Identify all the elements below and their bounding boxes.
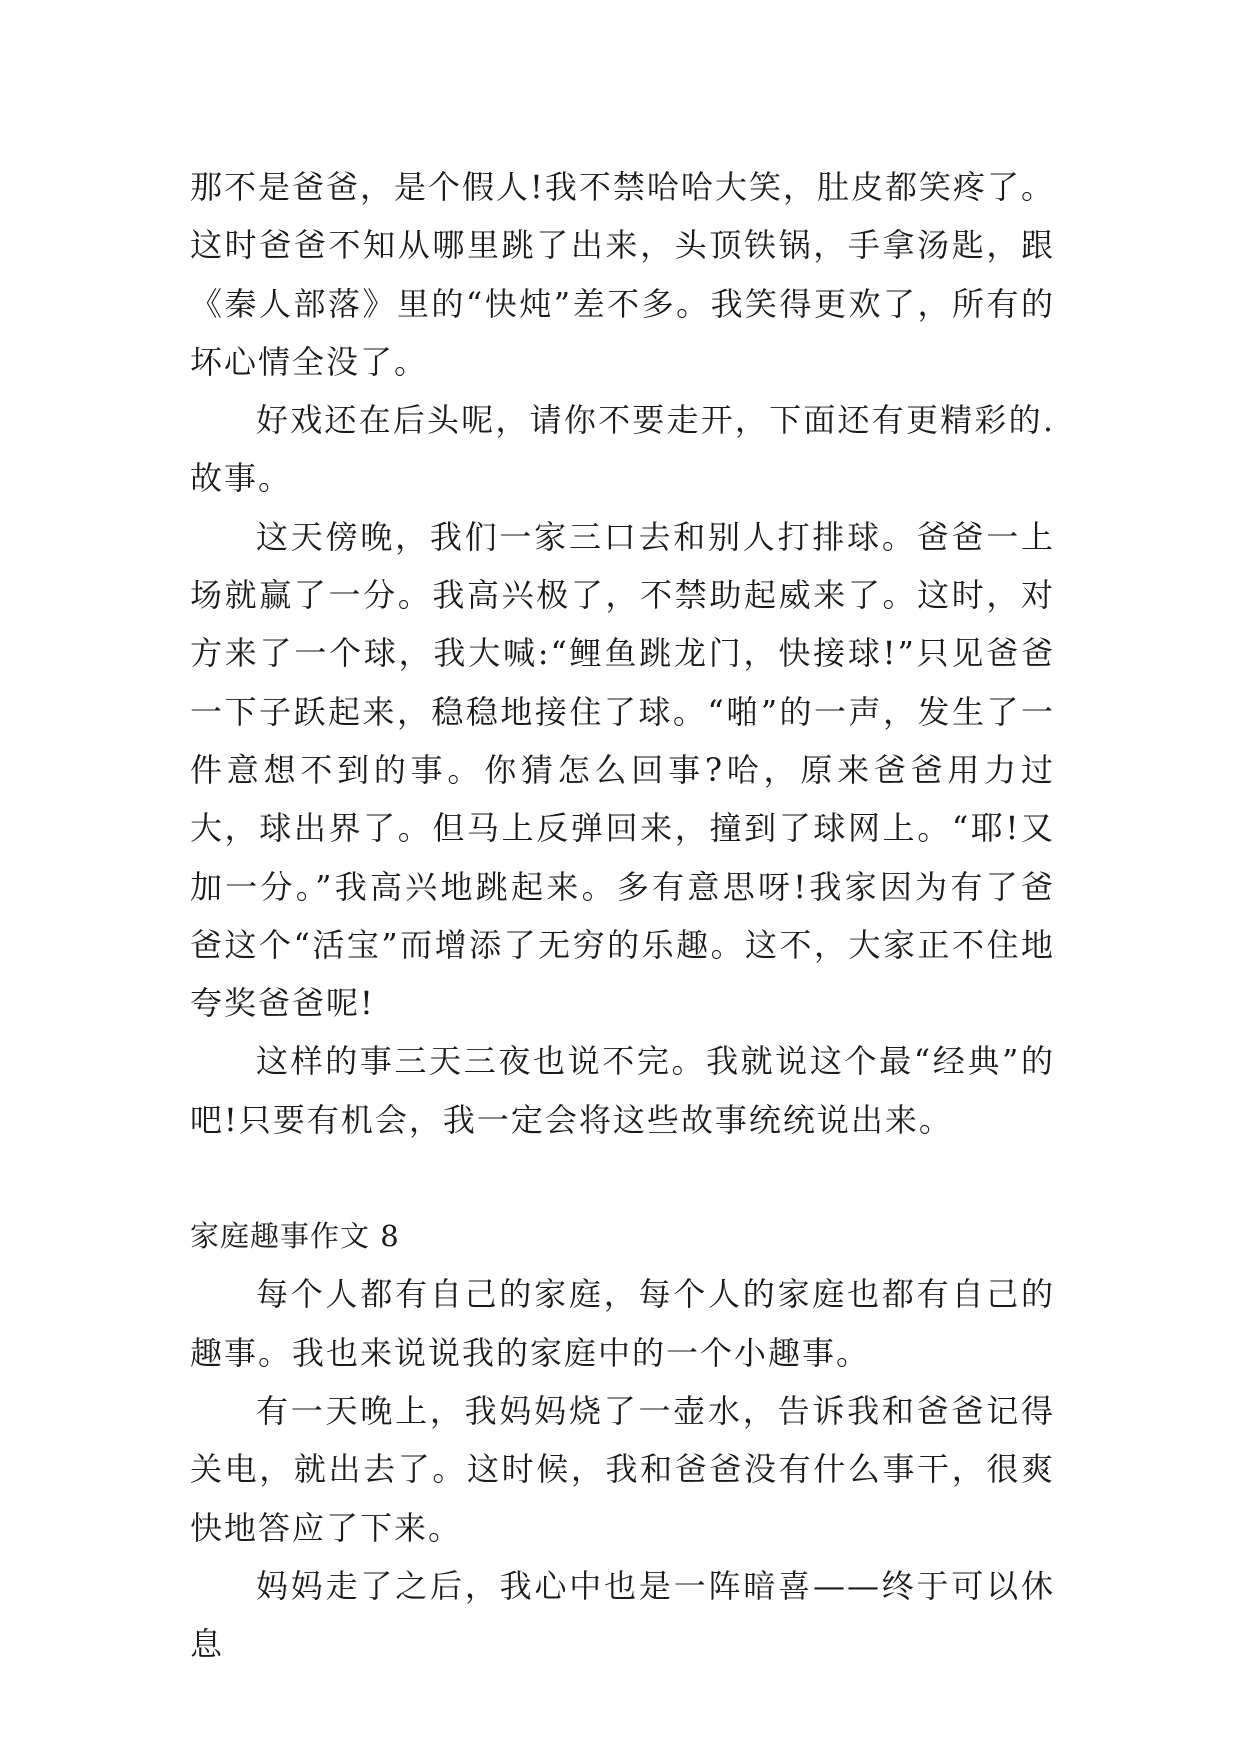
paragraph: 这天傍晚，我们一家三口去和别人打排球。爸爸一上场就赢了一分。我高兴极了，不禁助起威来了。这时，对方来了一个球，我大喊:“鲤鱼跳龙门，快接球!”只见爸爸一下子跃起来，稳稳地接住了球。“啪”的一声，发生了一件意想不到的事。你猜怎么回事?哈，原来爸爸用力过大，球出界了。但马上反弹回来，撞到了球网上。“耶!又加一分。”我高兴地跳起来。多有意思呀!我家因为有了爸爸这个“活宝”而增添了无穷的乐趣。这不，大家正不住地夸奖爸爸呢! xyxy=(190,517,1055,1023)
paragraph: 妈妈走了之后，我心中也是一阵暗喜——终于可以休息 xyxy=(190,1566,1055,1664)
paragraph: 这样的事三天三夜也说不完。我就说这个最“经典”的吧!只要有机会，我一定会将这些故事统统说出来。 xyxy=(190,1042,1055,1139)
paragraph: 有一天晚上，我妈妈烧了一壶水，告诉我和爸爸记得关电，就出去了。这时候，我和爸爸没有什么事干，很爽快地答应了下来。 xyxy=(190,1391,1055,1547)
paragraph: 好戏还在后头呢，请你不要走开，下面还有更精彩的.故事。 xyxy=(190,401,1055,498)
paragraph-continued: 那不是爸爸，是个假人!我不禁哈哈大笑，肚皮都笑疼了。这时爸爸不知从哪里跳了出来，头顶铁锅，手拿汤匙，跟《秦人部落》里的“快炖”差不多。我笑得更欢了，所有的坏心情全没了。 xyxy=(190,168,1055,381)
section-heading: 家庭趣事作文 8 xyxy=(190,1219,400,1254)
paragraph: 每个人都有自己的家庭，每个人的家庭也都有自己的趣事。我也来说说我的家庭中的一个小趣事。 xyxy=(190,1275,1055,1372)
document-body xyxy=(190,158,1055,1673)
